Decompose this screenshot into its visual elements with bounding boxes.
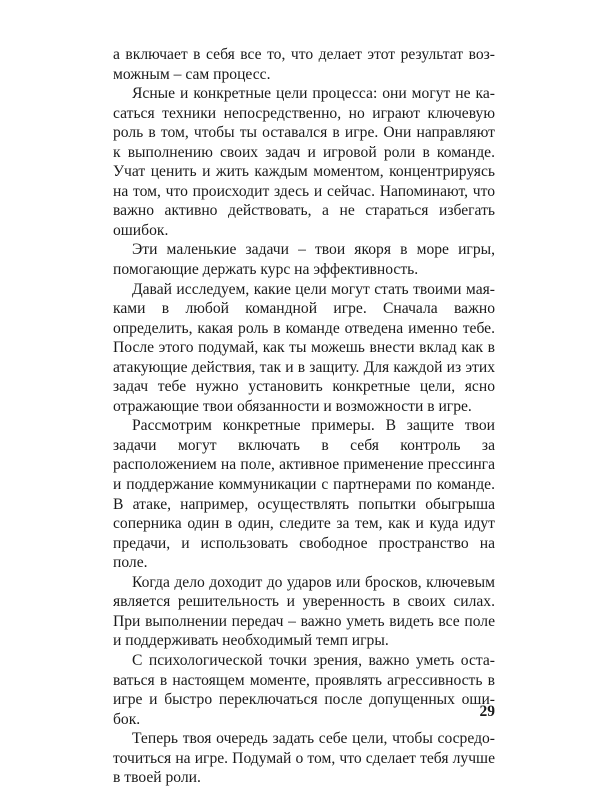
paragraph-4: Давай исследуем, какие цели могут стать твоими маяками в любой командной игре. Сначала важно определить, какая роль в команде отведена именно тебе. После этого подумай, как ты можешь внести вклад как в атакующие действия, так и в защиту. Для каждой из этих задач тебе нужно установить конкретные цели, ясно отражающие твои обязанности и возможности в игре.	[113, 280, 495, 415]
paragraph-7: С психологической точки зрения, важно уметь оставаться в настоящем моменте, проявлять агрессивность в игре и быстро переключаться после допущенных ошибок.	[113, 651, 495, 728]
paragraph-5: Рассмотрим конкретные примеры. В защите твои задачи могут включать в себя контроль за расположением на поле, активное применение прессинга и поддержание коммуникации с партнерами по команде. В атаке, например, осуществлять попытки обыгрыша соперника один в один, следите за тем, как и куда идут предачи, и использовать свободное пространство на поле.	[113, 417, 495, 572]
page-body	[113, 45, 495, 788]
paragraph-3: Эти маленькие задачи – твои якоря в море игры, помогающие держать курс на эффективность.	[113, 241, 495, 279]
paragraph-1: а включает в себя все то, что делает этот результат возможным – сам процесс.	[113, 46, 495, 83]
paragraph-6: Когда дело доходит до ударов или бросков, ключевым является решительность и уверенность в своих силах. При выполнении передач – важно уметь видеть все поле и поддерживать необходимый темп игры.	[113, 573, 495, 650]
paragraph-8: Теперь твоя очередь задать себе цели, чтобы сосредоточиться на игре. Подумай о том, что сделает тебя лучше в твоей роли.	[113, 730, 495, 787]
page-number: 29	[479, 703, 495, 720]
paragraph-2: Ясные и конкретные цели процесса: они могут не касаться техники непосредственно, но играют ключевую роль в том, чтобы ты оставался в игре. Они направляют к выполнению своих задач и игровой роли в команде. Учат ценить и жить каждым моментом, концентрируясь на том, что происходит здесь и сейчас. Напоминают, что важно активно действовать, а не стараться избегать ошибок.	[113, 85, 495, 239]
